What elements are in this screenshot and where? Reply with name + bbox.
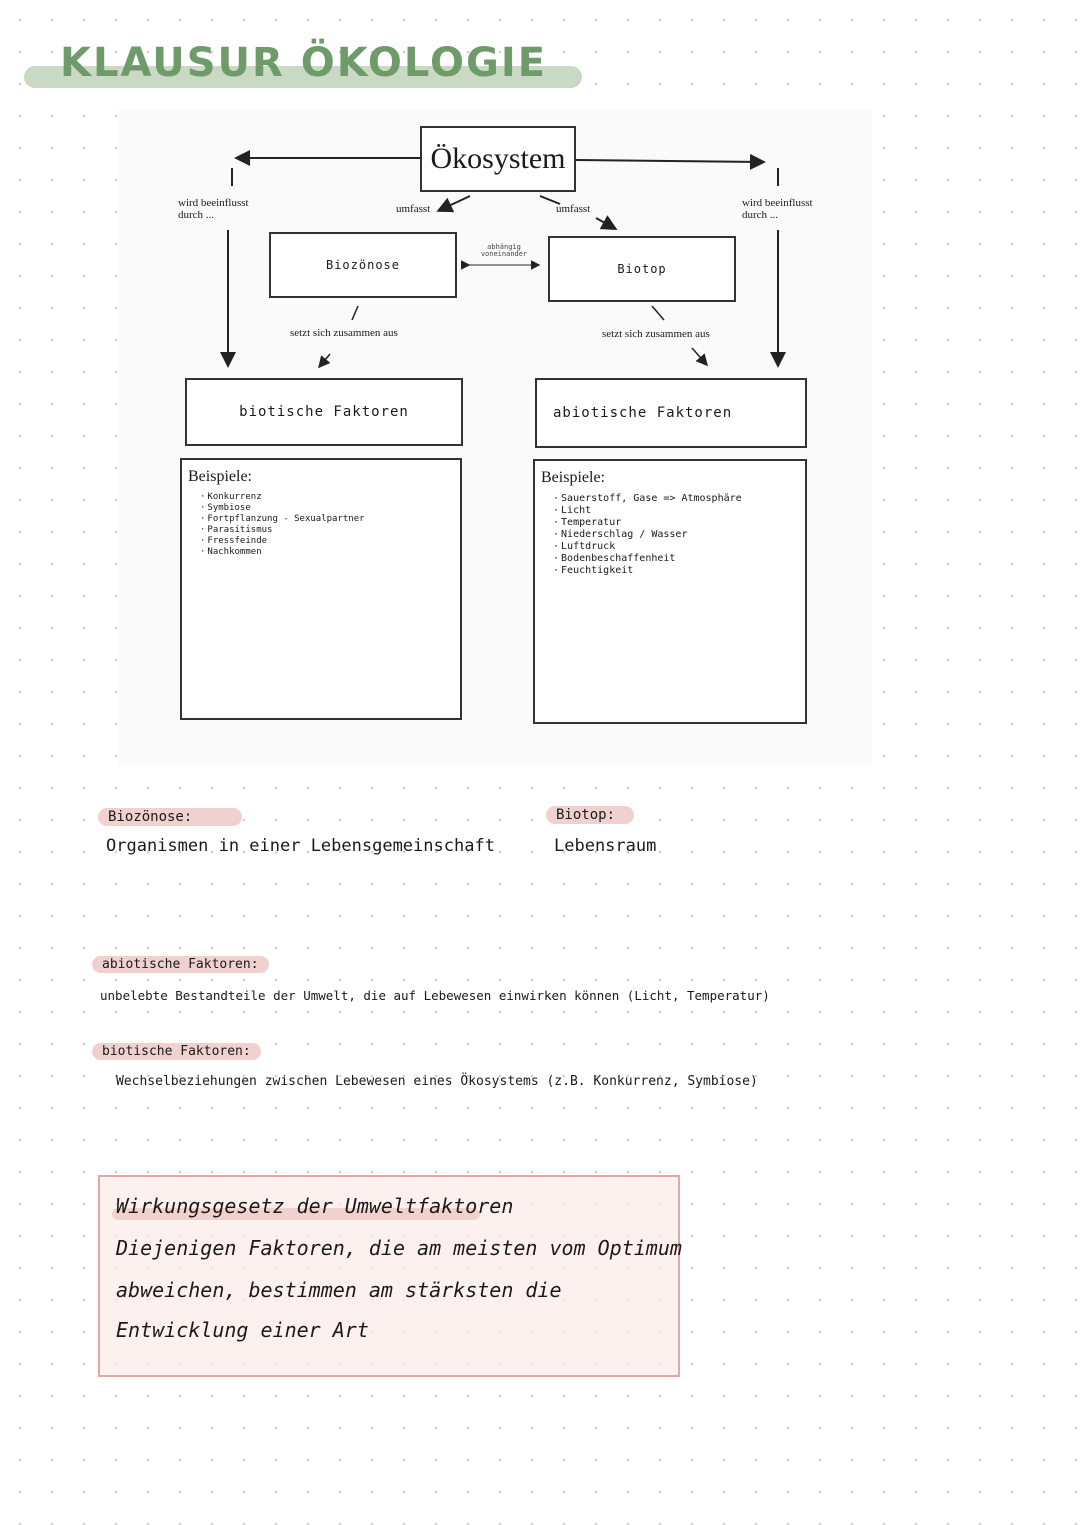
- biotic-factors-box: biotische Faktoren: [185, 378, 463, 446]
- abiotic-term: abiotische Faktoren:: [92, 956, 269, 973]
- biotop-term: Biotop:: [546, 806, 634, 824]
- biotic-term: biotische Faktoren:: [92, 1043, 261, 1060]
- list-item: · Symbiose: [200, 503, 454, 514]
- left-influence-label: wird beeinflusst durch ...: [178, 197, 249, 221]
- abiotic-examples-box: [533, 459, 807, 724]
- law-line: Entwicklung einer Art: [116, 1318, 369, 1342]
- law-title: Wirkungsgesetz der Umweltfaktoren: [116, 1194, 514, 1218]
- list-item: · Feuchtigkeit: [553, 565, 799, 577]
- biotic-examples-list: [200, 492, 454, 558]
- biozoenose-term: Biozönose:: [98, 808, 242, 826]
- page-title: KLAUSUR ÖKOLOGIE: [60, 40, 548, 86]
- list-item: · Licht: [553, 505, 799, 517]
- law-line: abweichen, bestimmen am stärksten die: [116, 1278, 562, 1302]
- right-includes-label: umfasst: [556, 203, 591, 215]
- list-item: · Konkurrenz: [200, 492, 454, 503]
- biotop-definition: Lebensraum: [554, 836, 657, 856]
- left-composed-label: setzt sich zusammen aus: [290, 327, 398, 339]
- list-item: · Bodenbeschaffenheit: [553, 553, 799, 565]
- list-item: · Luftdruck: [553, 541, 799, 553]
- left-includes-label: umfasst: [396, 203, 431, 215]
- list-item: · Fortpflanzung - Sexualpartner: [200, 514, 454, 525]
- list-item: · Parasitismus: [200, 525, 454, 536]
- biotic-examples-heading: Beispiele:: [188, 468, 252, 485]
- dependent-label: abhängig voneinander: [480, 243, 528, 258]
- biozoenose-definition: Organismen in einer Lebensgemeinschaft: [106, 836, 495, 856]
- biotic-definition: Wechselbeziehungen zwischen Lebewesen eines Ökosystems (z.B. Konkurrenz, Symbiose): [116, 1074, 758, 1089]
- list-item: · Nachkommen: [200, 547, 454, 558]
- abiotic-factors-box: abiotische Faktoren: [535, 378, 807, 448]
- law-line: Diejenigen Faktoren, die am meisten vom Optimum: [116, 1236, 682, 1260]
- arrow-right-top: [576, 160, 762, 162]
- ecosystem-box: Ökosystem: [420, 126, 576, 192]
- abiotic-examples-list: [553, 493, 799, 577]
- abiotic-definition: unbelebte Bestandteile der Umwelt, die auf Lebewesen einwirken können (Licht, Temperatur): [100, 988, 770, 1003]
- biozoenose-box: Biozönose: [269, 232, 457, 298]
- biotop-box: Biotop: [548, 236, 736, 302]
- right-composed-label: setzt sich zusammen aus: [602, 328, 710, 340]
- abiotic-examples-heading: Beispiele:: [541, 469, 605, 486]
- list-item: · Temperatur: [553, 517, 799, 529]
- list-item: · Sauerstoff, Gase => Atmosphäre: [553, 493, 799, 505]
- right-influence-label: wird beeinflusst durch ...: [742, 197, 813, 221]
- list-item: · Niederschlag / Wasser: [553, 529, 799, 541]
- biotic-examples-box: [180, 458, 462, 720]
- list-item: · Fressfeinde: [200, 536, 454, 547]
